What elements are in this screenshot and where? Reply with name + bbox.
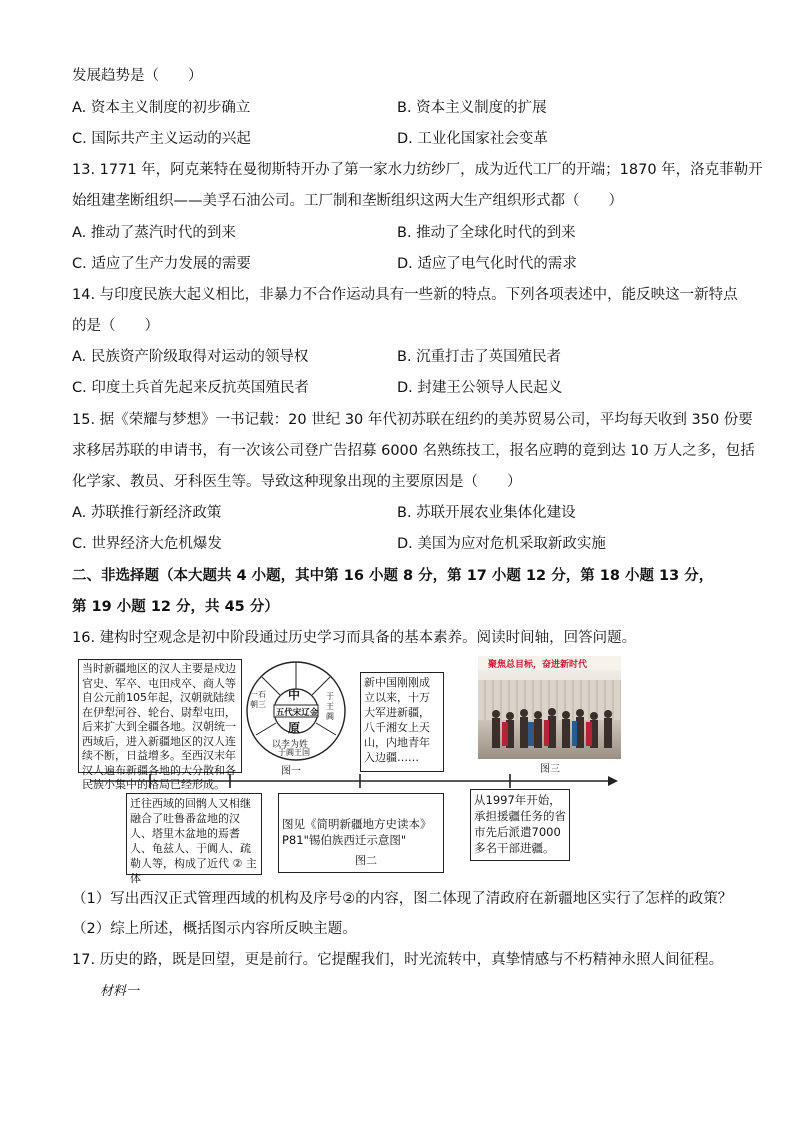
q15-option-a: A. 苏联推行新经济政策: [72, 505, 222, 521]
section2-heading-line2: 第 19 小题 12 分，共 45 分）: [72, 599, 279, 615]
figure2-label: 图二: [355, 854, 377, 867]
wheel-right-label: 于王阗: [326, 692, 334, 721]
q13-option-c: C. 适应了生产力发展的需要: [72, 256, 251, 272]
wheel-center-top: 中: [288, 688, 301, 702]
q13-stem-line2: 始组建垄断组织——美孚石油公司。工厂制和垄断组织这两大生产组织形式都（ ）: [72, 193, 623, 209]
wheel-lower-label2: 于阗王国: [278, 748, 310, 757]
q15-stem-line3: 化学家、教员、牙科医生等。导致这种现象出现的主要原因是（ ）: [72, 474, 522, 490]
timeline-box-uyghur: 迁往西域的回鹘人又相继融合了吐鲁番盆地的汉人、塔里木盆地的焉耆人、龟兹人、于阗人、疏勒人等，构成了近代 ② 主体: [126, 793, 262, 875]
q13-option-d: D. 适应了电气化时代的需求: [397, 256, 577, 272]
q12-option-b: B. 资本主义制度的扩展: [397, 100, 547, 116]
q17-stem: 17. 历史的路，既是回望，更是前行。它提醒我们，时光流转中，真挚情感与不朽精神永照人间征程。: [72, 952, 724, 968]
q14-option-d: D. 封建王公领导人民起义: [397, 380, 563, 396]
q14-option-b: B. 沉重打击了英国殖民者: [397, 349, 562, 365]
wheel-lower-label: 以李为姓: [272, 740, 309, 750]
q14-stem-line2: 的是（ ）: [72, 318, 159, 334]
wheel-left-label: 一石朝三: [250, 690, 266, 709]
q16-sub2: （2）综上所述，概括图示内容所反映主题。: [72, 921, 357, 937]
q17-material-label: 材料一: [100, 984, 140, 999]
timeline-box-1997: 从1997年开始，承担援疆任务的省市先后派遣7000多名干部进疆。: [470, 789, 570, 861]
q15-stem-line2: 求移居苏联的申请书，有一次该公司登广告招募 6000 名熟练技工，报名应聘的竟到达 10 万人之多，包括: [72, 443, 755, 459]
q13-stem-line1: 13. 1771 年，阿克莱特在曼彻斯特开办了第一家水力纺纱厂，成为近代工厂的开端；1870 年，洛克菲勒开: [72, 162, 763, 178]
section2-heading-line1: 二、非选择题（本大题共 4 小题，其中第 16 小题 8 分，第 17 小题 12 分，第 18 小题 13 分，: [72, 568, 714, 584]
delegates-crowd: [478, 706, 621, 759]
figure1-label: 图一: [281, 766, 301, 777]
q12-option-d: D. 工业化国家社会变革: [397, 131, 548, 147]
wheel-center-mid: 五代宋辽金: [275, 708, 319, 718]
q13-option-a: A. 推动了蒸汽时代的到来: [72, 225, 236, 241]
q15-option-b: B. 苏联开展农业集体化建设: [397, 505, 576, 521]
q16-sub1: （1）写出西汉正式管理西域的机构及序号②的内容，图二体现了清政府在新疆地区实行了怎样的政策？: [72, 891, 733, 907]
q15-stem-line1: 15. 据《荣耀与梦想》一书记载：20 世纪 30 年代初苏联在纽约的美苏贸易公司，平均每天收到 350 份要: [72, 412, 753, 428]
timeline-box-han-settlers: 当时新疆地区的汉人主要是戍边官史、军卒、屯田戍卒、商人等自公元前105年起，汉朝就陆续在伊犁河谷、轮台、尉犁屯田，后来扩大到全疆各地。汉朝统一西域后，进入新疆地区的汉人连续不断，日益增多。至西汉末年汉人遍布新疆各地的大分散和各民族小集中的格局已经形成。: [78, 659, 242, 773]
figure3-label: 图三: [540, 764, 560, 775]
photo-banner: 聚焦总目标，奋进新时代: [488, 660, 588, 670]
q15-option-c: C. 世界经济大危机爆发: [72, 536, 222, 552]
timeline-box-new-china: 新中国刚刚成立以来，十万大军进新疆，八千湘女上天山，内地青年入边疆……: [360, 672, 444, 772]
q14-option-c: C. 印度土兵首先起来反抗英国殖民者: [72, 380, 309, 396]
q16-stem: 16. 建构时空观念是初中阶段通过历史学习而具备的基本素养。阅读时间轴，回答问题。: [72, 630, 637, 646]
wheel-center-bottom: 原: [288, 721, 301, 735]
q14-option-a: A. 民族资产阶级取得对运动的领导权: [72, 349, 309, 365]
congress-photo: [478, 656, 621, 759]
q12-option-a: A. 资本主义制度的初步确立: [72, 100, 251, 116]
q14-stem-line1: 14. 与印度民族大起义相比，非暴力不合作运动具有一些新的特点。下列各项表述中，能反映这一新特点: [72, 287, 738, 303]
timeline-box-figure2: 图见《简明新疆地方史读本》P81"锡伯族西迁示意图": [278, 793, 444, 873]
q15-option-d: D. 美国为应对危机采取新政实施: [397, 536, 606, 552]
q12-stem-tail: 发展趋势是（ ）: [72, 68, 203, 84]
q12-option-c: C. 国际共产主义运动的兴起: [72, 131, 251, 147]
q13-option-b: B. 推动了全球化时代的到来: [397, 225, 576, 241]
